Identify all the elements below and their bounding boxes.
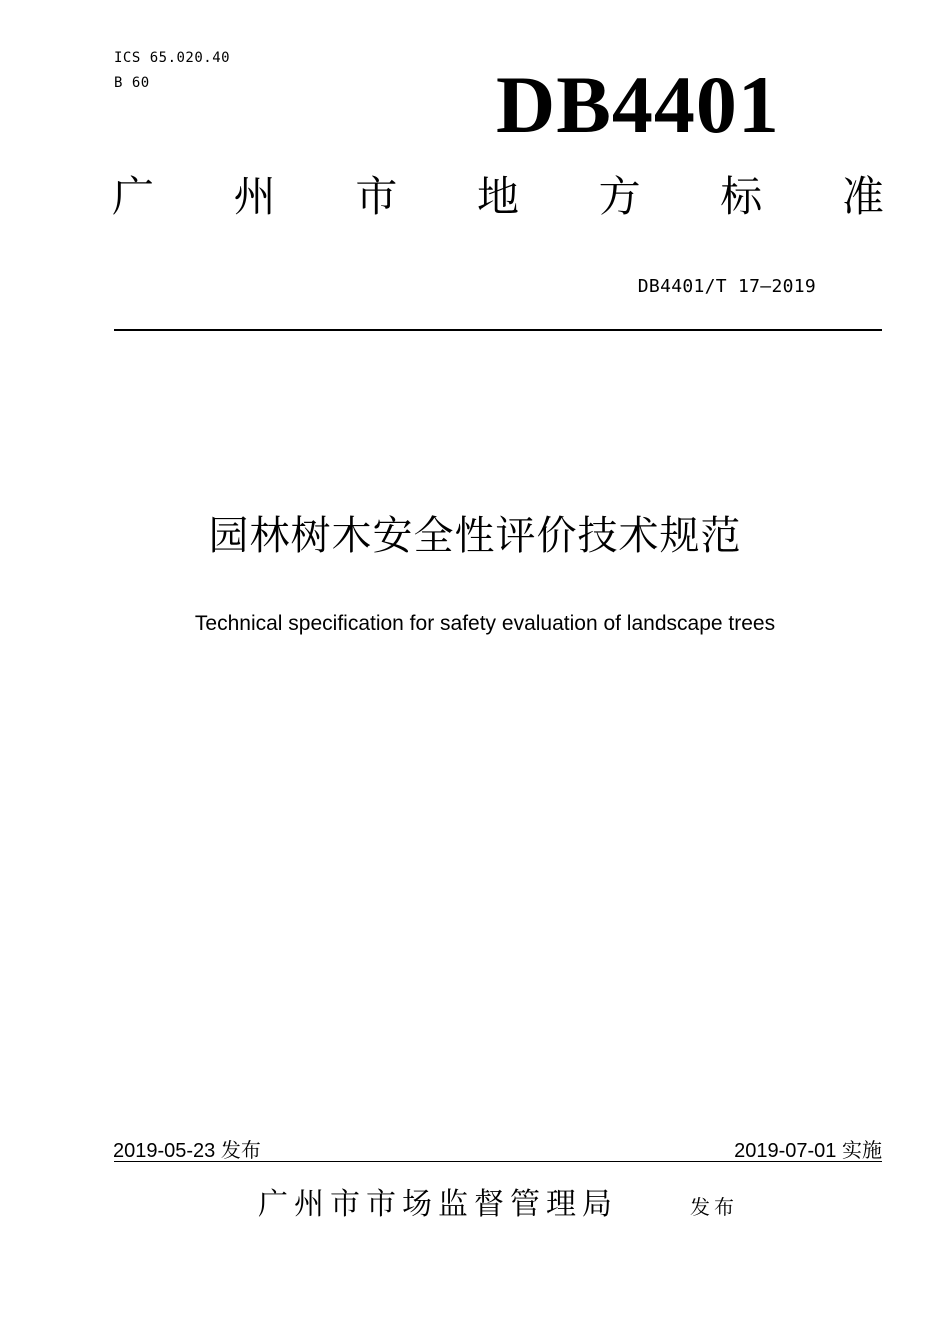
title-english: Technical specification for safety evaluation of landscape trees	[194, 612, 776, 635]
issuer-name: 广州市市场监督管理局	[258, 1188, 618, 1221]
classification-code: B 60	[114, 75, 150, 91]
standard-kind-char: 地	[476, 173, 519, 220]
standard-kind-char: 标	[720, 173, 763, 220]
standard-kind-char: 准	[841, 173, 884, 220]
title-chinese: 园林树木安全性评价技术规范	[208, 514, 742, 558]
publish-date: 2019-05-23 发布	[113, 1140, 261, 1162]
implement-date: 2019-07-01 实施	[734, 1140, 882, 1162]
standard-code: DB4401	[496, 59, 780, 150]
header-divider	[114, 329, 882, 331]
standard-kind-char: 市	[355, 173, 398, 220]
standard-kind-char: 广	[112, 173, 155, 220]
standard-kind	[112, 173, 884, 220]
footer-divider	[114, 1161, 882, 1162]
issuer-suffix: 发布	[690, 1197, 738, 1219]
standard-kind-char: 方	[598, 173, 641, 220]
standard-number: DB4401/T 17—2019	[637, 276, 816, 297]
standard-kind-char: 州	[233, 173, 276, 220]
ics-code: ICS 65.020.40	[114, 50, 231, 66]
